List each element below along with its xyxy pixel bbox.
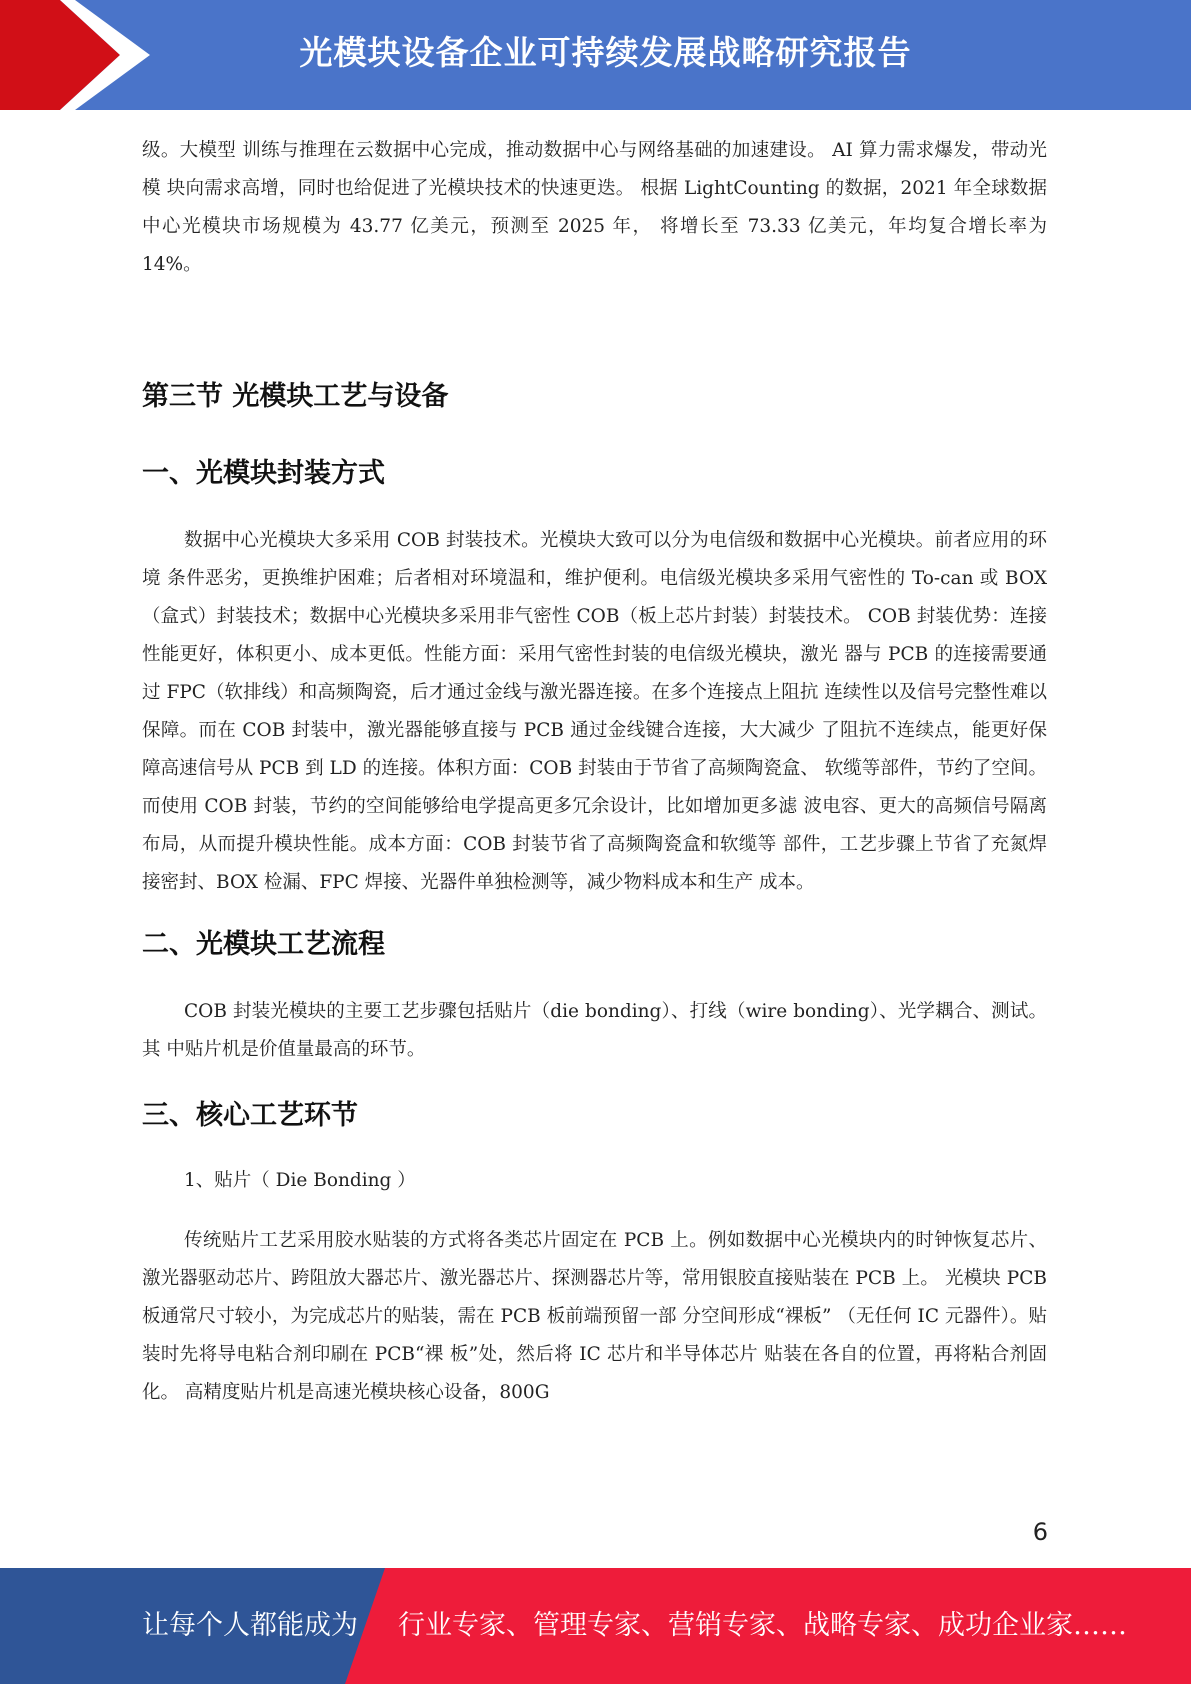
part1-paragraph: 数据中心光模块大多采用 COB 封装技术。光模块大致可以分为电信级和数据中心光模块。前者应用的环境 条件恶劣，更换维护困难；后者相对环境温和，维护便利。电信级光模块多采用气密性的 To-can 或 BOX （盒式）封装技术；数据中心光模块多采用非气密性 COB（板上芯片封装）封装技术。 COB 封装优势：连接性能更好，体积更小、成本更低。性能方面：采用气密性封装的电信级光模块，激光 器与 PCB 的连接需要通过 FPC（软排线）和高频陶瓷，后才通过金线与激光器连接。在多个连接点上阻抗 连续性以及信号完整性难以保障。而在 COB 封装中，激光器能够直接与 PCB 通过金线键合连接，大大减少 了阻抗不连续点，能更好保障高速信号从 PCB 到 LD 的连接。体积方面：COB 封装由于节省了高频陶瓷盒、 软缆等部件，节约了空间。而使用 COB 封装，节约的空间能够给电学提高更多冗余设计，比如增加更多滤 波电容、更大的高频信号隔离布局，从而提升模块性能。成本方面：COB 封装节省了高频陶瓷盒和软缆等 部件，工艺步骤上节省了充氮焊接密封、BOX 检漏、FPC 焊接、光器件单独检测等，减少物料成本和生产 成本。 xyxy=(142,530,1047,893)
section-title: 第三节 光模块工艺与设备 xyxy=(142,381,449,412)
part3-paragraph: 传统贴片工艺采用胶水贴装的方式将各类芯片固定在 PCB 上。例如数据中心光模块内的时钟恢复芯片、 激光器驱动芯片、跨阻放大器芯片、激光器芯片、探测器芯片等，常用银胶直接贴装在 PCB 上。 光模块 PCB 板通常尺寸较小，为完成芯片的贴装，需在 PCB 板前端预留一部 分空间形成“裸板” （无任何 IC 元器件）。贴装时先将导电粘合剂印刷在 PCB“裸 板”处，然后将 IC 芯片和半导体芯片 贴装在各自的位置，再将粘合剂固化。 高精度贴片机是高速光模块核心设备，800G xyxy=(142,1230,1047,1403)
main-content xyxy=(142,132,1047,1412)
report-title: 光模块设备企业可持续发展战略研究报告 xyxy=(299,33,912,72)
part2-paragraph: COB 封装光模块的主要工艺步骤包括贴片（die bonding）、打线（wire bonding）、光学耦合、测试。其 中贴片机是价值量最高的环节。 xyxy=(142,1001,1047,1060)
footer-slogan-left: 让每个人都能成为 xyxy=(142,1610,358,1641)
page-header xyxy=(0,0,1191,110)
part1-title: 一、光模块封装方式 xyxy=(142,458,385,489)
intro-paragraph: 级。大模型 训练与推理在云数据中心完成，推动数据中心与网络基础的加速建设。 AI 算力需求爆发，带动光模 块向需求高增，同时也给促进了光模块技术的快速更迭。 根据 LightCounting 的数据，2021 年全球数据中心光模块市场规模为 43.77 亿美元，预测至 2025 年， 将增长至 73.33 亿美元，年均复合增长率为 14%。 xyxy=(142,140,1047,275)
page-number: 6 xyxy=(1032,1518,1048,1546)
part3-item-label: 1、贴片（ Die Bonding ） xyxy=(184,1170,416,1191)
footer-slogan-right: 行业专家、管理专家、营销专家、战略专家、成功企业家…… xyxy=(398,1610,1127,1641)
part2-title: 二、光模块工艺流程 xyxy=(142,929,385,960)
page-footer xyxy=(0,1568,1191,1684)
part3-title: 三、核心工艺环节 xyxy=(142,1100,358,1131)
